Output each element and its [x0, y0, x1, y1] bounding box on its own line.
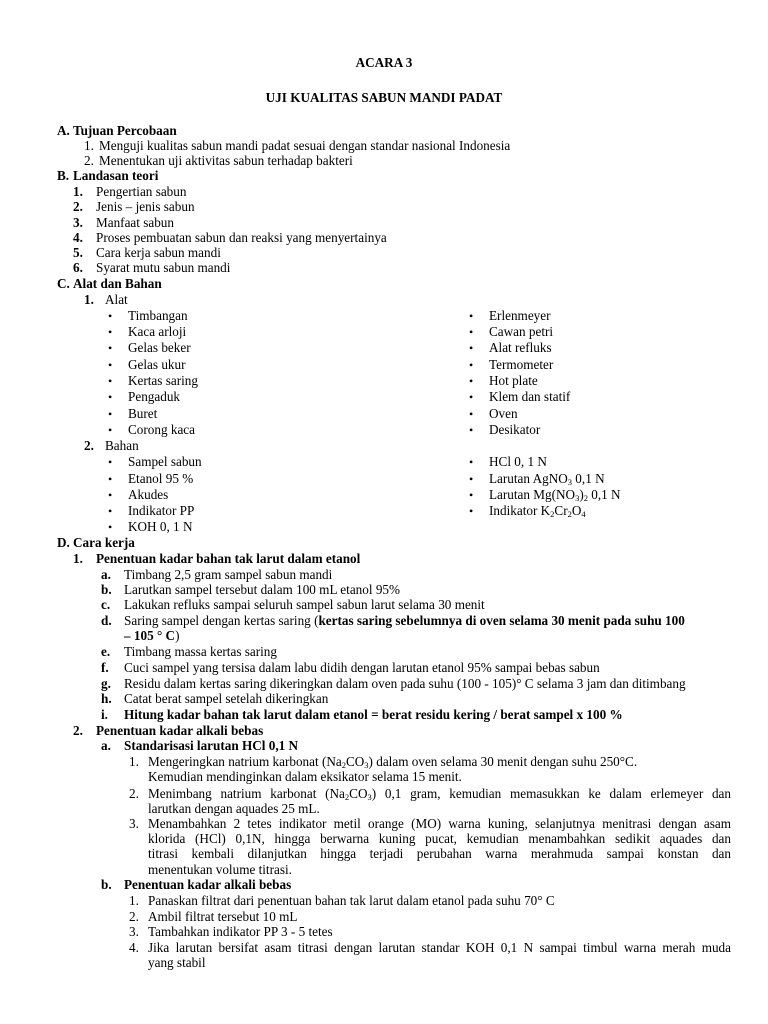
bahan-number: 2.	[84, 438, 94, 453]
alat-item: • Hot plate	[489, 373, 538, 389]
section-c-marker: C.	[57, 276, 70, 291]
list-number: 1.	[73, 184, 83, 199]
alat-item: • Kaca arloji	[128, 324, 186, 340]
list-number: 4.	[73, 230, 83, 245]
list-item-continuation: menentukan volume titrasi.	[148, 862, 292, 877]
list-number: 3.	[73, 215, 83, 230]
bahan-item: • Larutan AgNO$_3$ 0,1 N	[489, 471, 605, 487]
section-d-heading: Cara kerja	[73, 535, 135, 550]
list-number: 1.	[84, 138, 94, 153]
list-item: Manfaat sabun	[96, 215, 174, 230]
list-item: Ambil filtrat tersebut 10 mL	[148, 909, 298, 924]
list-item: Jika larutan bersifat asam titrasi dengan larutan standar KOH 0,1 N sampai timbul warna merah muda	[148, 940, 731, 955]
list-item-continuation: Kemudian mendinginkan dalam eksikator selama 15 menit.	[148, 769, 462, 784]
alat-item: • Klem dan statif	[489, 389, 570, 405]
alat-item: • Timbangan	[128, 308, 188, 324]
list-item: Jenis – jenis sabun	[96, 199, 195, 214]
list-number: 2.	[84, 153, 94, 168]
section-a-heading: Tujuan Percobaan	[73, 123, 177, 138]
bahan-item: • Indikator PP	[128, 503, 194, 519]
list-item-continuation: klorida (HCl) 0,1N, hingga berwarna kuning pucat, kemudian menambahkan sedikit aquades dan	[148, 831, 731, 846]
alat-item: • Kertas saring	[128, 373, 198, 389]
list-number: 4.	[129, 940, 139, 955]
step-marker: e.	[101, 644, 111, 659]
step-marker: d.	[101, 613, 112, 628]
sub-number: 1.	[73, 551, 83, 566]
step-text: Saring sampel dengan kertas saring (kertas saring sebelumnya di oven selama 30 menit pada suhu 100	[124, 613, 685, 628]
list-number: 2.	[73, 199, 83, 214]
alat-item: • Desikator	[489, 422, 540, 438]
list-number: 5.	[73, 245, 83, 260]
list-number: 1.	[129, 754, 139, 769]
list-item: Mengeringkan natrium karbonat $(Na_2CO_3)$ dalam oven selama 30 menit dengan suhu 250°C.	[148, 754, 638, 770]
step-text: Timbang massa kertas saring	[124, 644, 277, 659]
list-item: Proses pembuatan sabun dan reaksi yang menyertainya	[96, 230, 387, 245]
step-heading: Penentuan kadar alkali bebas	[124, 877, 292, 892]
step-text: Larutkan sampel tersebut dalam 100 mL etanol 95%	[124, 582, 400, 597]
bahan-item: • Etanol 95 %	[128, 471, 193, 487]
step-marker: g.	[101, 676, 111, 691]
list-item: Menentukan uji aktivitas sabun terhadap bakteri	[99, 153, 353, 168]
bahan-item: • Akudes	[128, 487, 168, 503]
list-item-continuation: yang stabil	[148, 955, 206, 970]
sub-heading: Penentuan kadar bahan tak larut dalam etanol	[96, 551, 361, 566]
list-item: Cara kerja sabun mandi	[96, 245, 221, 260]
alat-item: • Buret	[128, 406, 157, 422]
list-item: Menambahkan 2 tetes indikator metil orange (MO) warna kuning, selanjutnya menitrasi dengan asam	[148, 816, 731, 831]
bahan-item: • Sampel sabun	[128, 454, 202, 470]
sub-heading: Penentuan kadar alkali bebas	[96, 723, 264, 738]
alat-item: • Pengaduk	[128, 389, 180, 405]
alat-item: • Oven	[489, 406, 518, 422]
list-number: 1.	[129, 893, 139, 908]
alat-item: • Corong kaca	[128, 422, 195, 438]
section-c-heading: Alat dan Bahan	[73, 276, 162, 291]
step-marker: i.	[101, 707, 108, 722]
alat-label: Alat	[105, 292, 128, 307]
list-number: 6.	[73, 260, 83, 275]
step-marker: c.	[101, 597, 111, 612]
step-marker: a.	[101, 738, 111, 753]
alat-item: • Gelas beker	[128, 340, 191, 356]
step-marker: b.	[101, 877, 112, 892]
step-heading: Standarisasi larutan HCl 0,1 N	[124, 738, 299, 753]
list-number: 2.	[129, 786, 139, 801]
alat-item: • Alat refluks	[489, 340, 552, 356]
bahan-item: • Indikator $K_2Cr_2O_4$	[489, 503, 586, 519]
step-text: Lakukan refluks sampai seluruh sampel sabun larut selama 30 menit	[124, 597, 485, 612]
alat-item: • Erlenmeyer	[489, 308, 551, 324]
alat-number: 1.	[84, 292, 94, 307]
list-item: Pengertian sabun	[96, 184, 187, 199]
list-number: 3.	[129, 816, 139, 831]
step-text: Timbang 2,5 gram sampel sabun mandi	[124, 567, 333, 582]
step-marker: a.	[101, 567, 111, 582]
list-item-continuation: larutkan dengan aquades 25 mL.	[148, 801, 320, 816]
bahan-label: Bahan	[105, 438, 139, 453]
step-text: Catat berat sampel setelah dikeringkan	[124, 691, 329, 706]
step-marker: h.	[101, 691, 112, 706]
bahan-item: • HCl 0, 1 N	[489, 454, 547, 470]
bahan-item: • Larutan $Mg(NO_3)_2$ 0,1 N	[489, 487, 621, 503]
section-b-heading: Landasan teori	[73, 168, 159, 183]
sub-number: 2.	[73, 723, 83, 738]
step-text: Cuci sampel yang tersisa dalam labu didih dengan larutan etanol 95% sampai bebas sabun	[124, 660, 600, 675]
list-item-continuation: titrasi kembali dilanjutkan hingga terjadi perubahan warna merahmuda sampai konstan dan	[148, 846, 731, 861]
bahan-item: • KOH 0, 1 N	[128, 519, 192, 535]
alat-item: • Cawan petri	[489, 324, 553, 340]
step-marker: b.	[101, 582, 112, 597]
alat-item: • Termometer	[489, 357, 553, 373]
list-number: 2.	[129, 909, 139, 924]
list-item: Panaskan filtrat dari penentuan bahan tak larut dalam etanol pada suhu 70° C	[148, 893, 555, 908]
list-item: Menimbang natrium karbonat $(Na_2CO_3)$ 0,1 gram, kemudian memasukkan ke dalam erlemeyer dan	[148, 786, 731, 802]
acara-label: ACARA 3	[355, 55, 413, 70]
step-text: Hitung kadar bahan tak larut dalam etanol = berat residu kering / berat sampel x 100 %	[124, 707, 623, 722]
list-number: 3.	[129, 924, 139, 939]
section-d-marker: D.	[57, 535, 70, 550]
step-marker: f.	[101, 660, 109, 675]
section-b-marker: B.	[57, 168, 70, 183]
step-text-continuation: – 105 ° C)	[124, 628, 180, 643]
list-item: Tambahkan indikator PP 3 - 5 tetes	[148, 924, 333, 939]
list-item: Syarat mutu sabun mandi	[96, 260, 231, 275]
list-item: Menguji kualitas sabun mandi padat sesuai dengan standar nasional Indonesia	[99, 138, 511, 153]
section-a-marker: A.	[57, 123, 70, 138]
alat-item: • Gelas ukur	[128, 357, 186, 373]
step-text: Residu dalam kertas saring dikeringkan dalam oven pada suhu (100 - 105)° C selama 3 jam dan ditimbang	[124, 676, 686, 691]
document-title: UJI KUALITAS SABUN MANDI PADAT	[265, 90, 503, 105]
